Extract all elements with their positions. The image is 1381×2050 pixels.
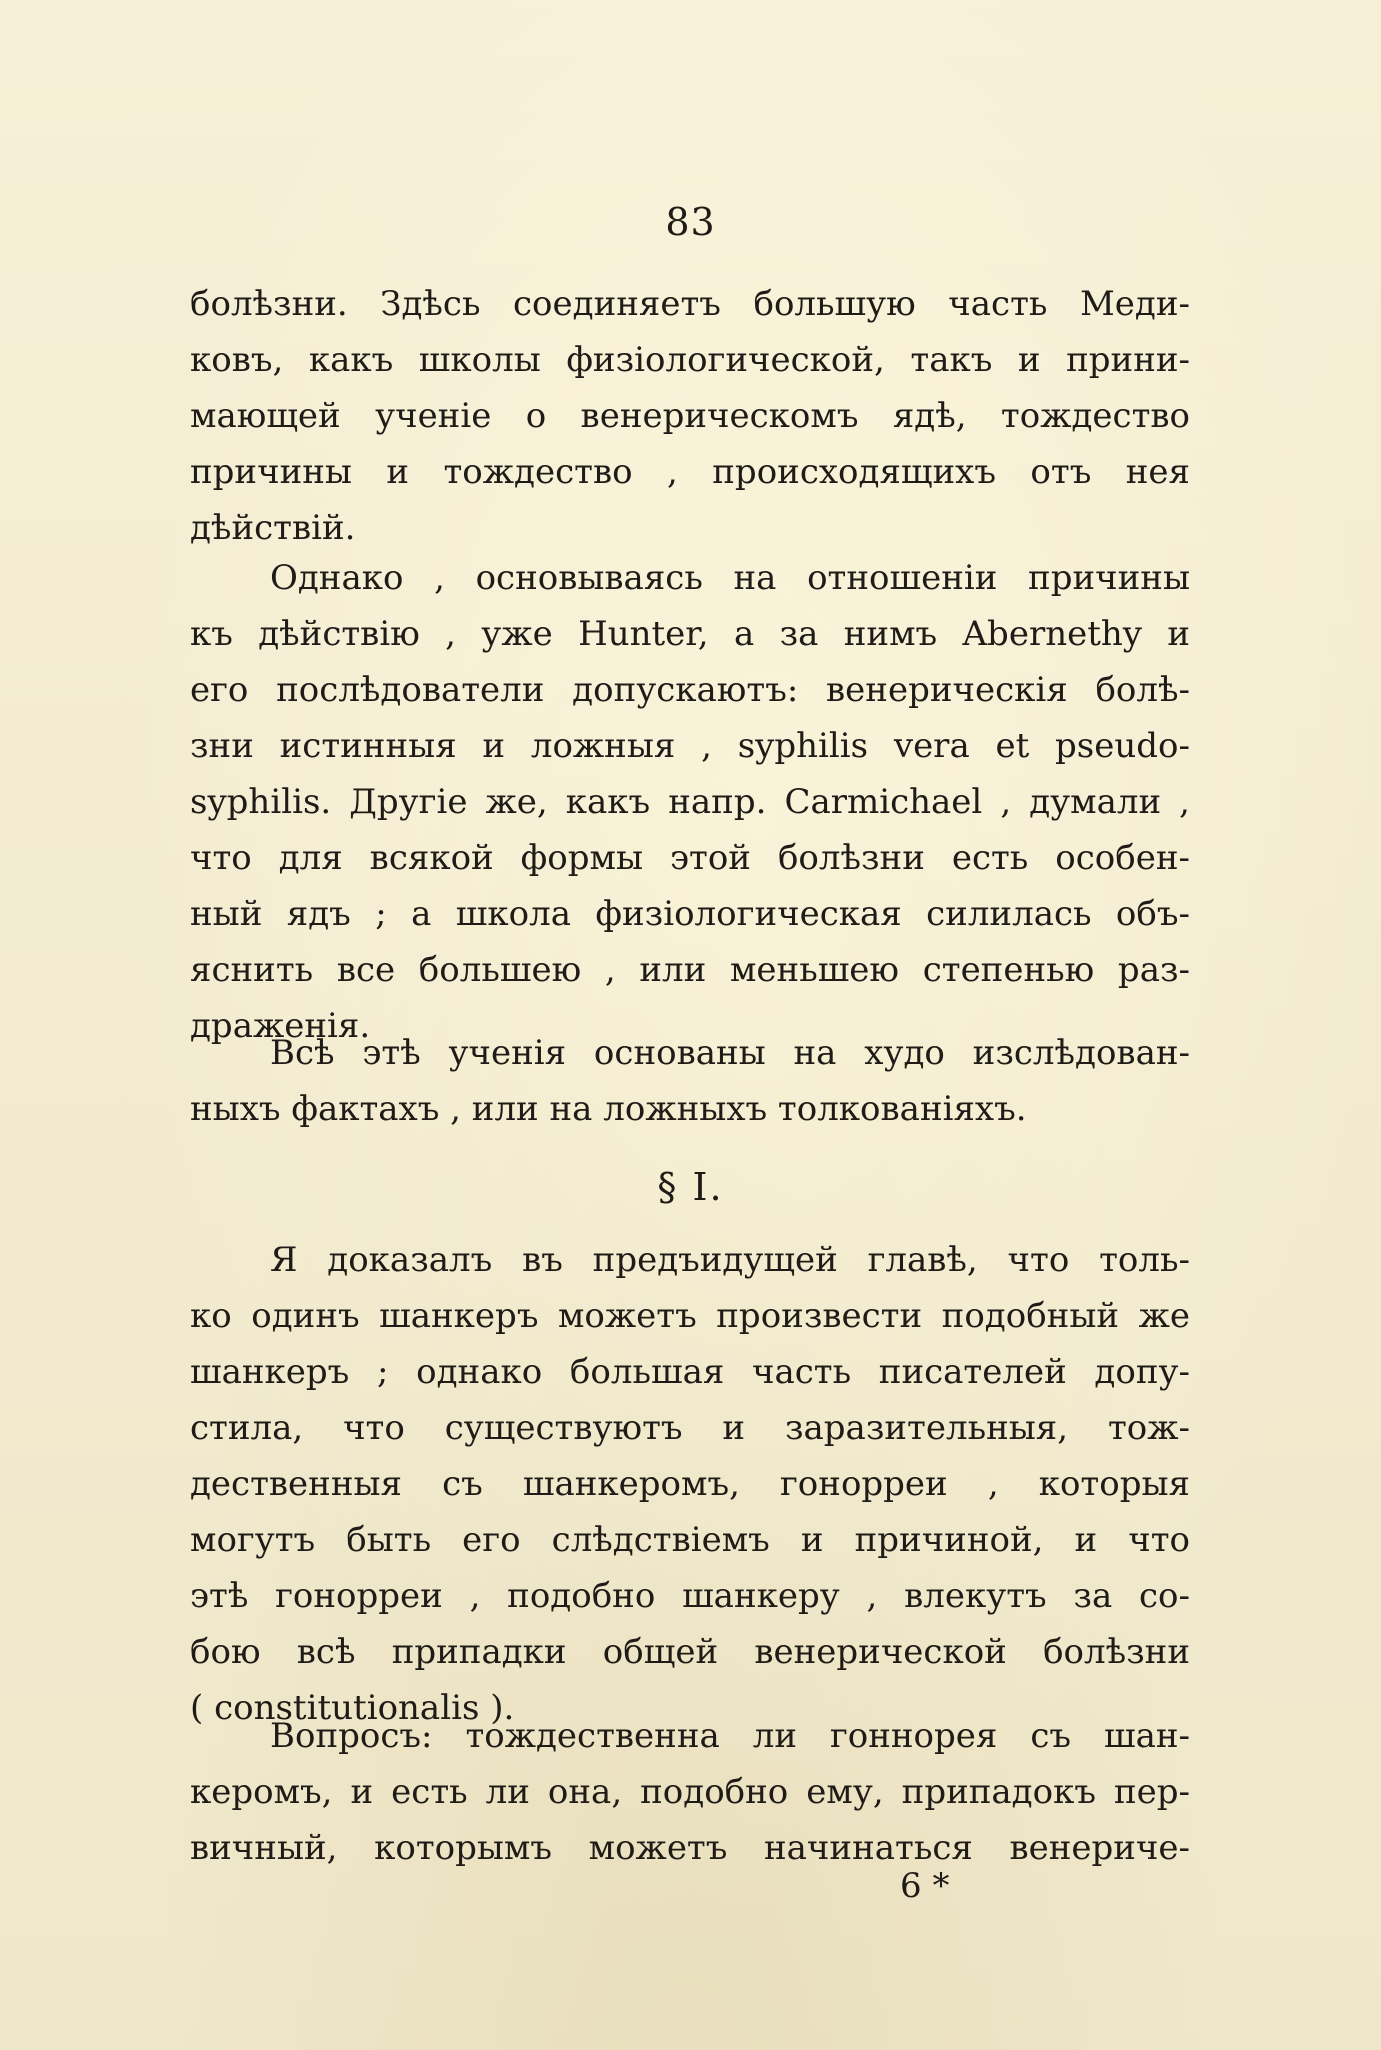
- text-line: ко одинъ шанкеръ можетъ произвести подобный же: [190, 1296, 1190, 1336]
- text-line: вичный, которымъ можетъ начинаться венериче-: [190, 1828, 1190, 1868]
- text-line: ковъ, какъ школы физіологической, такъ и прини-: [190, 340, 1190, 380]
- signature-mark: 6 *: [900, 1866, 950, 1906]
- text-line: къ дѣйствію , уже Hunter, а за нимъ Abernethy и: [190, 614, 1190, 654]
- paragraph-4: [190, 1232, 1190, 1736]
- text-line: Однако , основываясь на отношеніи причины: [270, 558, 1190, 598]
- text-line: Всѣ этѣ ученія основаны на худо изслѣдован-: [270, 1033, 1190, 1073]
- text-line: Я доказалъ въ предъидущей главѣ, что толь-: [270, 1240, 1190, 1280]
- paragraph-1: [190, 276, 1190, 556]
- text-line: драженія.: [190, 1006, 371, 1046]
- text-line: бою всѣ припадки общей венерической болѣзни: [190, 1632, 1190, 1672]
- text-line: ( constitutionalis ).: [190, 1688, 515, 1728]
- text-line: ныхъ фактахъ , или на ложныхъ толкованіяхъ.: [190, 1089, 1027, 1129]
- text-line: его послѣдователи допускаютъ: венерическія болѣ-: [190, 670, 1190, 710]
- text-line: дѣйствій.: [190, 508, 356, 548]
- text-line: стила, что существуютъ и заразительныя, тож-: [190, 1408, 1190, 1448]
- section-heading: § I.: [657, 1165, 724, 1209]
- text-line: шанкеръ ; однако большая часть писателей допу-: [190, 1352, 1190, 1392]
- text-line: Вопросъ: тождественна ли гоннорея съ шан-: [270, 1716, 1190, 1756]
- text-line: этѣ гонорреи , подобно шанкеру , влекутъ за со-: [190, 1576, 1190, 1616]
- text-line: мающей ученіе о венерическомъ ядѣ, тождество: [190, 396, 1190, 436]
- text-line: яснить все большею , или меньшею степенью раз-: [190, 950, 1190, 990]
- text-line: керомъ, и есть ли она, подобно ему, припадокъ пер-: [190, 1772, 1190, 1812]
- text-line: дественныя съ шанкеромъ, гонорреи , которыя: [190, 1464, 1190, 1504]
- text-line: syphilis. Другіе же, какъ напр. Carmichael , думали ,: [190, 782, 1190, 822]
- text-line: что для всякой формы этой болѣзни есть особен-: [190, 838, 1190, 878]
- paragraph-5: [190, 1708, 1190, 1876]
- paragraph-2: [190, 550, 1190, 1054]
- text-line: могутъ быть его слѣдствіемъ и причиной, и что: [190, 1520, 1190, 1560]
- text-line: ный ядъ ; а школа физіологическая силилась объ-: [190, 894, 1190, 934]
- text-line: болѣзни. Здѣсь соединяетъ большую часть Меди-: [190, 284, 1190, 324]
- text-line: зни истинныя и ложныя , syphilis vera et pseudo-: [190, 726, 1190, 766]
- text-line: причины и тождество , происходящихъ отъ нея: [190, 452, 1190, 492]
- page-number: 83: [665, 200, 716, 244]
- paragraph-3: [190, 1025, 1190, 1137]
